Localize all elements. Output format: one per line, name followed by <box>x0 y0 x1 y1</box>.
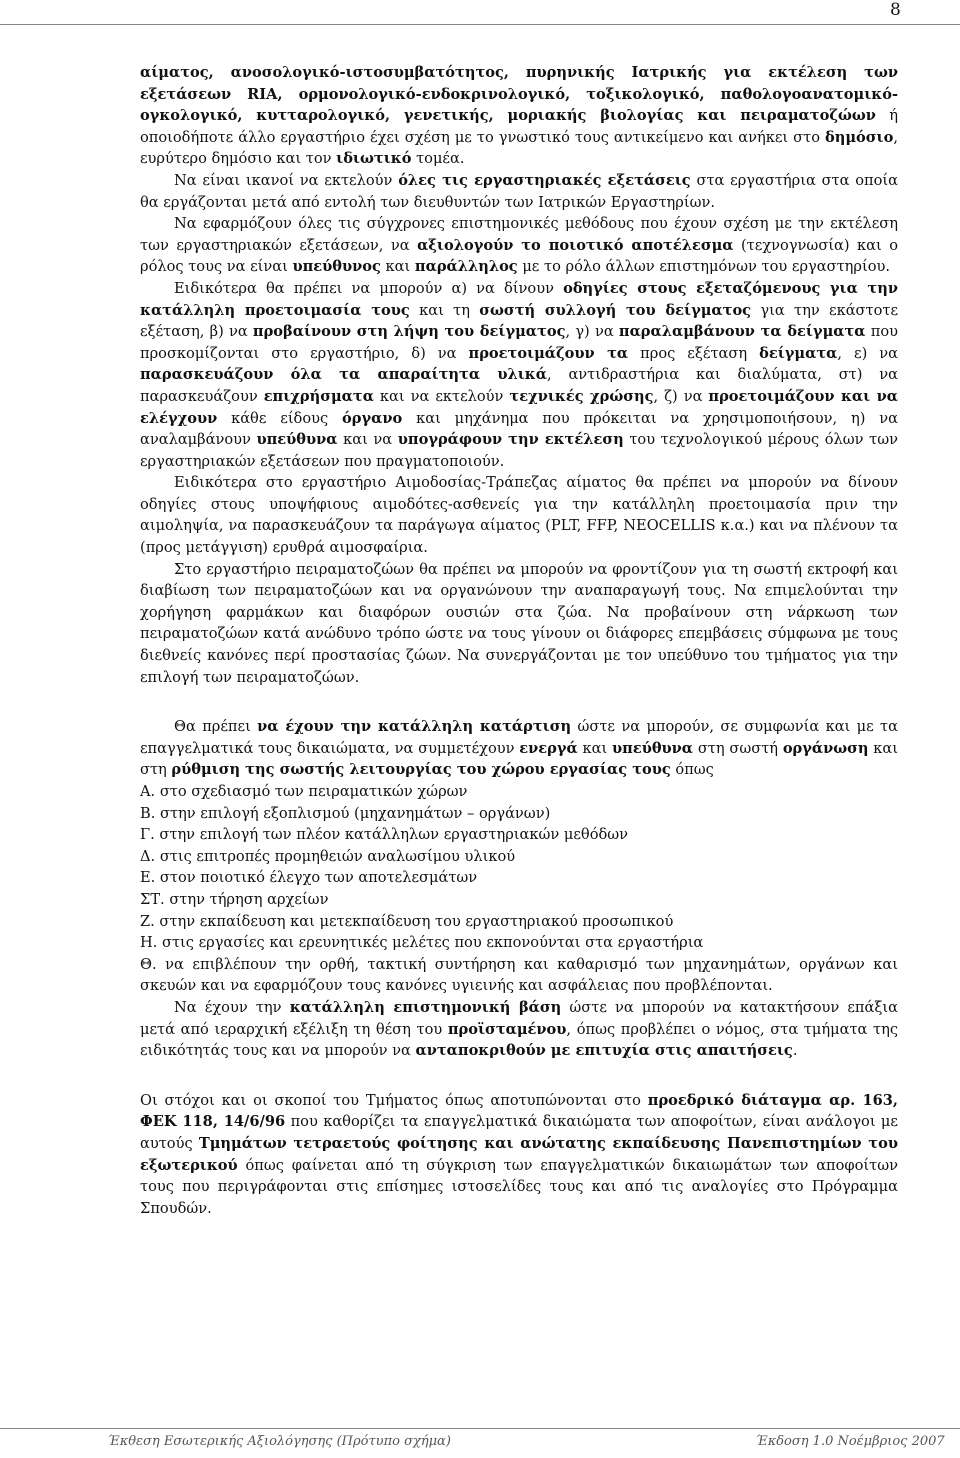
bold-text: δημόσιο <box>825 128 894 146</box>
bold-text: προετοιμάζουν και να ελέγχουν <box>140 387 898 427</box>
bold-text: παραλαμβάνουν τα δείγματα <box>618 323 866 341</box>
bold-text: παράλληλος <box>414 258 518 276</box>
text-run: του τεχνολογικού μέρους όλων των εργαστηριακών εξετάσεων που πραγματοποιούν. <box>140 431 898 470</box>
bold-text: σωστή συλλογή του δείγματος <box>479 301 752 319</box>
footer-rule <box>0 1428 960 1429</box>
bold-text: προϊσταμένου <box>447 1020 567 1038</box>
text-run: κάθε είδους <box>217 409 343 427</box>
bold-text: παρασκευάζουν όλα τα απαραίτητα υλικά <box>140 366 547 384</box>
text-run: Στο εργαστήριο πειραματοζώων θα πρέπει να μπορούν να φροντίζουν για τη σωστή εκτροφή και διαβίωση των πειραματοζώων και να οργανώνουν την αναπαραγωγή τους. Να επιμελούνται την χορήγηση φαρμάκων και διαφόρων ουσιών στα ζώα. Να προβαίνουν στη νάρκωση των πειραματοζώων κατά ανώδυνο τρόπο ώστε να τους γίνουν οι διάφορες επεμβάσεις σύμφωνα με τους διεθνείς κανόνες περί προστασίας ζώων. Να συνεργάζονται με τον υπεύθυνο του τμήματος για την επιλογή των πειραματοζώων. <box>140 560 898 686</box>
text-run: και <box>380 258 415 276</box>
paragraph <box>140 559 898 689</box>
bold-text: να έχουν την κατάλληλη κατάρτιση <box>257 718 572 736</box>
list-item: Γ. στην επιλογή των πλέον κατάλληλων εργαστηριακών μεθόδων <box>140 826 629 844</box>
text-run: Να εφαρμόζουν όλες τις σύγχρονες επιστημονικές μεθόδους που έχουν σχέση με την εκτέλεση των εργαστηριακών εξετάσεων, να <box>140 215 898 254</box>
bold-text: όργανο <box>342 409 403 427</box>
list-item: ΣΤ. στην τήρηση αρχείων <box>140 890 329 908</box>
text-run: Να είναι ικανοί να εκτελούν <box>174 171 399 189</box>
bold-text: ενεργά <box>519 739 578 757</box>
text-run: με το ρόλο άλλων επιστημόνων του εργαστηρίου. <box>517 258 890 276</box>
text-run: και να εκτελούν <box>373 387 510 405</box>
text-run: στα εργαστήρια στα οποία θα εργάζονται μετά από εντολή των διευθυντών των Ιατρικών Εργαστηρίων. <box>140 171 899 211</box>
paragraph <box>140 1090 898 1220</box>
paragraph <box>140 278 898 472</box>
text-run: προς εξέταση <box>628 344 760 362</box>
bold-text: υπογράφουν την εκτέλεση <box>397 431 624 449</box>
text-run: Ειδικότερα θα πρέπει να μπορούν α) να δίνουν <box>174 279 564 297</box>
paragraph <box>140 997 898 1062</box>
text-run: . <box>792 1042 798 1060</box>
paragraph-gap <box>140 1062 898 1090</box>
text-run: για την εκάστοτε εξέταση, β) να <box>140 301 899 341</box>
paragraph <box>140 170 898 213</box>
text-run: όπως φαίνεται από τη σύγκριση των επαγγελματικών δικαιωμάτων των αποφοίτων τους που περιγράφονται στις επίσημες ιστοσελίδες τους και από τις αναλογίες στο Πρόγραμμα Σπουδών. <box>140 1156 898 1217</box>
text-run: ή οποιοδήποτε άλλο εργαστήριο έχει σχέση με το γνωστικό τους αντικείμενο και ανήκει στο <box>140 107 898 146</box>
bold-text: αίματος, ανοσολογικό-ιστοσυμβατότητος, πυρηνικής Ιατρικής για εκτέλεση των εξετάσεων RIA, ορμονολογικό-ενδοκρινολογικό, τοξικολογικό, παθολογοανατομικό-ογκολογικό, κυτταρολογικό, γενετικής, μοριακής βιολογίας και πειραματοζώων <box>140 64 898 125</box>
text-run: , γ) να <box>565 323 619 341</box>
bold-text: οδηγίες στους εξεταζόμενους για την κατάλληλη προετοιμασία τους <box>140 279 898 319</box>
list-item: Ε. στον ποιοτικό έλεγχο των αποτελεσμάτων <box>140 869 478 887</box>
paragraph <box>140 213 898 278</box>
list-item: Β. στην επιλογή εξοπλισμού (μηχανημάτων – οργάνων) <box>140 804 551 822</box>
list-item: Δ. στις επιτροπές προμηθειών αναλωσίμου υλικού <box>140 847 516 865</box>
text-run: και να <box>337 431 398 449</box>
paragraph <box>140 716 898 781</box>
text-run: Οι στόχοι και οι σκοποί του Τμήματος όπως αποτυπώνονται στο <box>140 1091 648 1109</box>
footer-version-date: Έκδοση 1.0 Νοέμβριος 2007 <box>756 1434 945 1449</box>
header-rule <box>0 24 960 25</box>
bold-text: υπεύθυνα <box>256 431 338 449</box>
text-run: που καθορίζει τα επαγγελματικά δικαιώματα των αποφοίτων, είναι ανάλογοι με αυτούς <box>140 1113 898 1152</box>
bold-text: ιδιωτικό <box>336 150 412 168</box>
paragraphs <box>140 62 898 781</box>
bold-text: αξιολογούν το ποιοτικό αποτέλεσμα <box>417 236 734 254</box>
text-run: Ειδικότερα στο εργαστήριο Αιμοδοσίας-Τράπεζας αίματος θα πρέπει να μπορούν να δίνουν οδηγίες στους υποψήφιους αιμοδότες-ασθενείς για την κατάλληλη προετοιμασία πριν την αιμοληψία, να παρασκευάζουν τα παράγωγα αίματος (PLT, FFP, NEOCELLIS κ.α.) και να πλένουν τα (προς μετάγγιση) ερυθρά αιμοσφαίρια. <box>140 474 898 557</box>
document-body <box>140 62 898 1219</box>
bold-text: προβαίνουν στη λήψη του δείγματος <box>252 323 566 341</box>
bold-text: τεχνικές χρώσης <box>509 387 654 405</box>
requirements-list <box>140 781 898 997</box>
bold-text: προετοιμάζουν τα <box>468 344 629 362</box>
bold-text: Τμημάτων τετραετούς φοίτησης και ανώτατης εκπαίδευσης Πανεπιστημίων του εξωτερικού <box>140 1134 898 1174</box>
text-run: στη σωστή <box>693 739 783 757</box>
text-run: (τεχνογνωσία) και ο ρόλος τους να είναι <box>140 236 898 276</box>
closing-paragraphs <box>140 997 898 1219</box>
text-run: , όπως προβλέπει ο νόμος, στα τμήματα της ειδικότητάς τους και να μπορούν να <box>140 1020 898 1060</box>
text-run: και <box>577 739 613 757</box>
bold-text: επιχρήσματα <box>263 387 374 405</box>
bold-text: υπεύθυνα <box>612 739 694 757</box>
list-item: Θ. να επιβλέπουν την ορθή, τακτική συντήρηση και καθαρισμό των μηχανημάτων, οργάνων και σκευών και να εφαρμόζουν τους κανόνες υγιεινής και ασφάλειας που προβλέπονται. <box>140 955 898 995</box>
bold-text: κατάλληλη επιστημονική βάση <box>289 998 562 1016</box>
list-item: Ζ. στην εκπαίδευση και μετεκπαίδευση του εργαστηριακού προσωπικού <box>140 912 674 930</box>
text-run: Να έχουν την <box>174 998 290 1016</box>
footer-document-title: Έκθεση Εσωτερικής Αξιολόγησης (Πρότυπο σχήμα) <box>108 1434 451 1449</box>
bold-text: όλες τις εργαστηριακές εξετάσεις <box>398 171 691 189</box>
bold-text: υπεύθυνος <box>292 258 381 276</box>
text-run: , ζ) να <box>653 387 709 405</box>
text-run: και τη <box>409 301 480 319</box>
paragraph-gap <box>140 688 898 716</box>
bold-text: ρύθμιση της σωστής λειτουργίας του χώρου εργασίας τους <box>171 761 671 779</box>
text-run: , αντιδραστήρια και διαλύματα, στ) να παρασκευάζουν <box>140 366 898 405</box>
text-run: και μηχάνημα που πρόκειται να χρησιμοποιήσουν, η) να αναλαμβάνουν <box>140 409 899 449</box>
bold-text: ανταποκριθούν με επιτυχία στις απαιτήσεις <box>415 1042 793 1060</box>
text-run: που προσκομίζονται στο εργαστήριο, δ) να <box>140 323 899 362</box>
text-run: , ευρύτερο δημόσιο και τον <box>140 128 898 168</box>
text-run: τομέα. <box>411 150 465 168</box>
page-number: 8 <box>890 0 901 20</box>
text-run: , ε) να <box>837 344 898 362</box>
list-item: Η. στις εργασίες και ερευνητικές μελέτες που εκπονούνται στα εργαστήρια <box>140 934 704 952</box>
text-run: και στη <box>140 739 898 779</box>
paragraph <box>140 62 898 170</box>
bold-text: προεδρικό διάταγμα αρ. 163, ΦΕΚ 118, 14/6/96 <box>140 1091 898 1131</box>
text-run: ώστε να μπορούν να κατακτήσουν επάξια μετά από ιεραρχική εξέλιξη τη θέση του <box>140 998 898 1038</box>
text-run: ώστε να μπορούν, σε συμφωνία και με τα επαγγελματικά τους δικαιώματα, να συμμετέχουν <box>140 718 898 757</box>
bold-text: δείγματα <box>759 344 838 362</box>
text-run: Θα πρέπει <box>174 718 258 736</box>
paragraph <box>140 472 898 558</box>
list-item: Α. στο σχεδιασμό των πειραματικών χώρων <box>140 783 468 800</box>
text-run: όπως <box>670 761 714 779</box>
bold-text: οργάνωση <box>782 739 869 757</box>
